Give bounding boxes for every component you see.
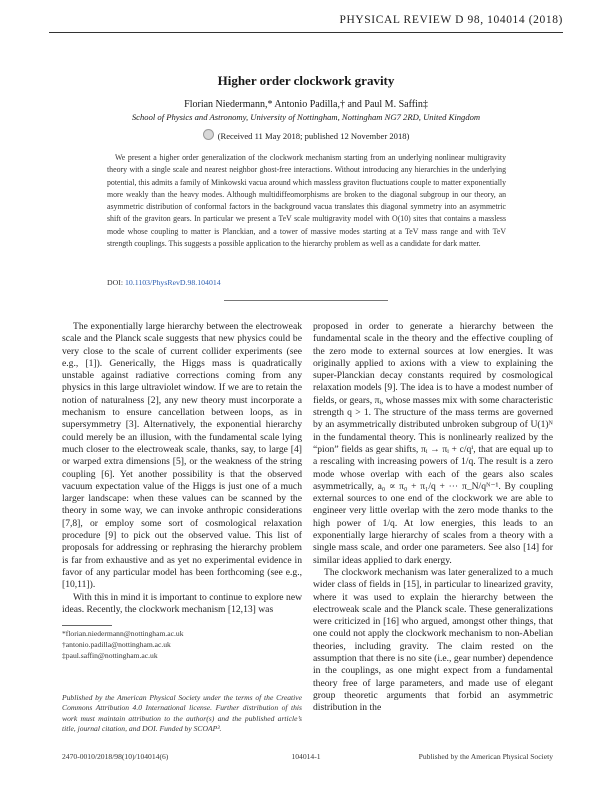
footer-publisher: Published by the American Physical Society	[418, 752, 553, 761]
received-dates	[0, 129, 612, 141]
doi-link[interactable]: 10.1103/PhysRevD.98.104014	[124, 278, 221, 287]
affiliation: School of Physics and Astronomy, University of Nottingham, Nottingham NG7 2RD, United Kingdom	[131, 112, 481, 122]
doi-line	[107, 278, 221, 287]
abstract: We present a higher order generalization of the clockwork mechanism starting from an underlying nonlinear multigravity theory with a single scale and nearest neighbor ghost-free interactions. Without introducing any hierarchies in the underlying potential, this admits a family of Minkowski vacua around which massless graviton fluctuations couple to matter exponentially more weakly than the heavy modes. Although multidiffeomorphisms are broken to the diagonal subgroup in our theory, an asymmetric distribution of conformal factors in the background vacua translates this diagonal symmetry into an asymmetric shift of the graviton gears. In particular we present a TeV scale multigravity model with O(10) sites that contains a massless mode whose coupling to matter is Planckian, and a tower of massive modes starting at a TeV mass range and with TeV strength couplings. This suggests a possible application to the hierarchy problem as well as a candidate for dark matter.	[107, 153, 506, 248]
footnote-email-1[interactable]: *florian.niedermann@nottingham.ac.uk	[62, 629, 184, 638]
license-notice: Published by the American Physical Society under the terms of the Creative Commons Attribution 4.0 International license. Further distribution of this work must maintain attribution to the author(s) and the published article’s title, journal citation, and DOI. Funded by SCOAP³.	[62, 693, 302, 734]
footnote-email-3[interactable]: ‡paul.saffin@nottingham.ac.uk	[62, 651, 158, 660]
right-paragraph-2: The clockwork mechanism was later generalized to a much wider class of fields in [15], in particular to linearized gravity, where it was used to explain the hierarchy between the electroweak scale and the Planck scale. These generalizations were criticized in [16] who argued, amongst other things, that one could not apply the clockwork mechanism to non-Abelian theories, including gravity. The claim rested on the assumption that there is no site (i.e., gear number) dependence in the couplings, as one might expect from a fundamental theory free of large parameters, and made use of elegant group theoretic arguments that forbid an asymmetric distribution in the	[313, 566, 553, 714]
left-paragraph-2: With this in mind it is important to continue to explore new ideas. Recently, the clockwork mechanism [12,13] was	[62, 591, 302, 615]
left-column	[62, 321, 302, 616]
right-column	[313, 321, 553, 715]
footnote-rule	[62, 625, 112, 626]
received-text: (Received 11 May 2018; published 12 November 2018)	[217, 131, 410, 141]
left-paragraph-1: The exponentially large hierarchy between the electroweak scale and the Planck scale suggests that new physics could be very close to the scale of current collider experiments (see e.g., [1]). Generically, the Higgs mass is quadratically unstable against radiative corrections coming from any physics in this large ultraviolet window. If we are to retain the notion of naturalness [2], any new theory must incorporate a mechanism to ensure cancellation between loops, as in supersymmetry [3]. Alternatively, the exponential hierarchy could merely be an illusion, with the fundamental scale lying much closer to the electroweak scale, thanks, say, to large [4] or warped extra dimensions [5], or the weakness of the string coupling [6]. Yet another possibility is that the observed vacuum expectation value of the Higgs is just one of a much larger landscape: when these values can be scanned by the theory in some way, we can invoke anthropic considerations [7,8], or employ some sort of cosmological relaxation procedure [9] to pick out the observed value. This list of proposals for addressing or rephrasing the hierarchy problem is far from exhaustive and as yet no experimental evidence in favor of any particular model has been forthcoming (see e.g., [10,11]).	[62, 321, 302, 591]
paper-title: Higher order clockwork gravity	[217, 73, 395, 88]
header-rule	[49, 32, 563, 33]
journal-header: PHYSICAL REVIEW D 98, 104014 (2018)	[339, 14, 563, 26]
right-paragraph-1: proposed in order to generate a hierarchy between the fundamental scale in the theory and the effective coupling of the zero mode to external sources at low energies. It was originally applied to axions with a view to explaining the super-Planckian decay constants required by cosmological relaxation models [9]. The idea is to have a modest number of fields, or gears, πᵢ, whose masses mix with some characteristic strength q > 1. The structure of the mass terms are governed by an asymmetrically distributed unbroken subgroup of U(1)ᴺ in the fundamental theory. This is nonlinearly realized by the “pion” fields as gear shifts, πᵢ → πᵢ + c/qⁱ, that are equal up to a rescaling with increasing powers of 1/q. The result is a zero mode whose overlap with each of the gears also scales asymmetrically, a₀ ∝ π₀ + π₁/q + ⋯ π_N/qᴺ⁻¹. By coupling external sources to one end of the clockwork we are able to engineer very little overlap with the zero mode thanks to the high power of 1/q. At low energies, this leads to an exponentially large hierarchy of scales from a theory with a single mass scale, and order one parameters. See also [14] for similar ideas applied to dark energy.	[313, 321, 553, 566]
abstract-separator	[224, 300, 388, 301]
footer-issn: 2470-0010/2018/98(10)/104014(6)	[62, 752, 169, 761]
footnote-email-2[interactable]: †antonio.padilla@nottingham.ac.uk	[62, 640, 171, 649]
open-access-icon	[203, 129, 214, 140]
footer-page-number: 104014-1	[291, 752, 321, 761]
author-list: Florian Niedermann,* Antonio Padilla,† and Paul M. Saffin‡	[184, 99, 428, 110]
doi-label: DOI:	[107, 278, 124, 287]
